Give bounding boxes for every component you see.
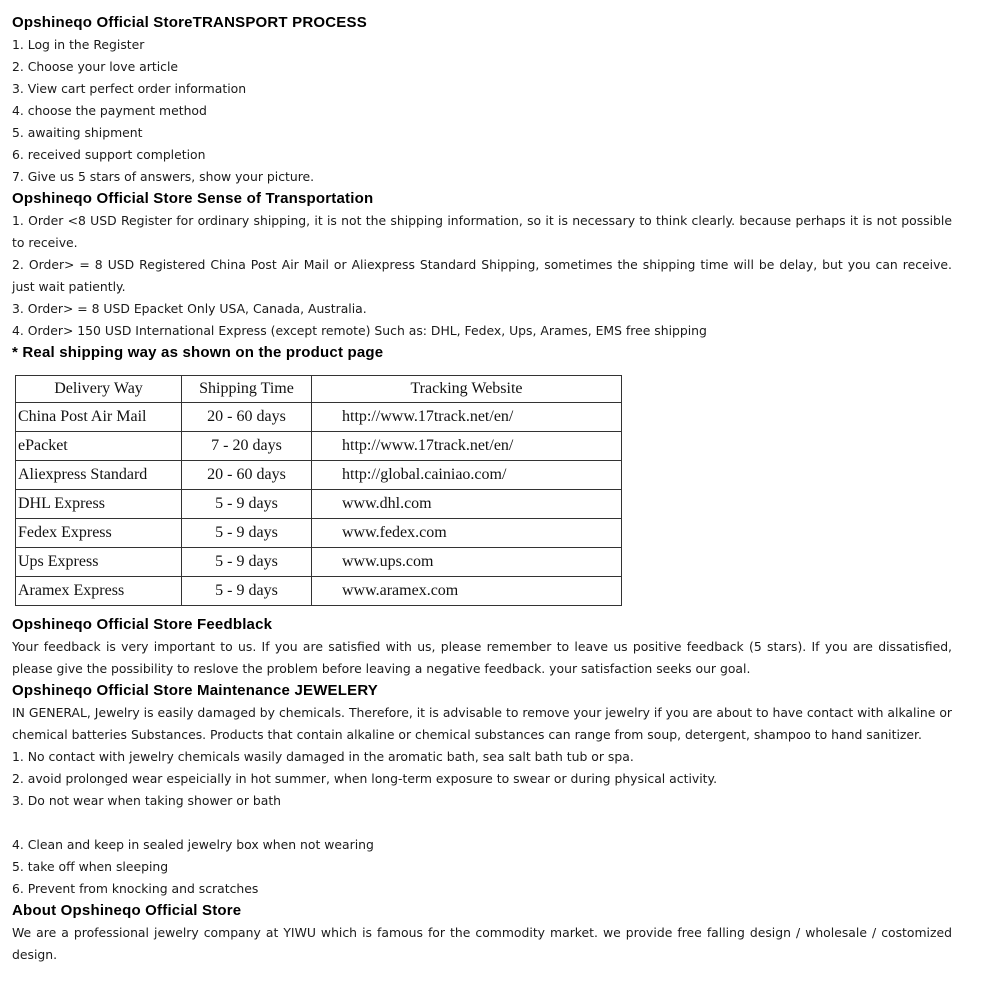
tracking-website-cell: www.dhl.com [312,490,622,519]
shipping-time-cell: 5 - 9 days [182,577,312,606]
list-item: 3. Order> = 8 USD Epacket Only USA, Canada, Australia. [12,301,367,316]
list-item: 4. choose the payment method [12,103,207,118]
shipping-table [15,375,622,606]
list-item: 5. take off when sleeping [12,859,169,874]
list-item: 2. Choose your love article [12,59,179,74]
list-item: 2. Order> = 8 USD Registered China Post Air Mail or Aliexpress Standard Shipping, sometimes the shipping time will be delay, but you can receive. just wait patiently. [12,257,952,294]
transport-process-list [12,34,952,188]
tracking-website-cell: www.aramex.com [312,577,622,606]
maintenance-intro: IN GENERAL, Jewelry is easily damaged by chemicals. Therefore, it is advisable to remove your jewelry if you are about to have contact with alkaline or chemical batteries Substances. Products that contain alkaline or chemical substances can range from soup, detergent, shampoo to hand sanitizer. [12,705,952,742]
tracking-website-cell: http://www.17track.net/en/ [312,432,622,461]
delivery-way-cell: China Post Air Mail [16,403,182,432]
list-item: 2. avoid prolonged wear espeicially in hot summer, when long-term exposure to swear or during physical activity. [12,771,718,786]
list-item: 1. Order <8 USD Register for ordinary shipping, it is not the shipping information, so it is necessary to think clearly. because perhaps it is not possible to receive. [12,213,952,250]
shipping-time-cell: 20 - 60 days [182,461,312,490]
shipping-time-cell: 5 - 9 days [182,519,312,548]
list-item: 1. Log in the Register [12,37,145,52]
blank-line [12,812,952,834]
shipping-time-cell: 5 - 9 days [182,490,312,519]
tracking-website-cell: http://global.cainiao.com/ [312,461,622,490]
tracking-website-cell: www.ups.com [312,548,622,577]
table-row [16,577,622,606]
table-header-row [16,376,622,403]
table-row [16,461,622,490]
table-row [16,403,622,432]
list-item: 6. received support completion [12,147,206,162]
table-row [16,548,622,577]
delivery-way-cell: DHL Express [16,490,182,519]
transportation-heading: Opshineqo Official Store Sense of Transportation [12,190,374,207]
list-item: 3. View cart perfect order information [12,81,247,96]
list-item: 3. Do not wear when taking shower or bath [12,793,282,808]
table-row [16,519,622,548]
table-row [16,490,622,519]
transportation-list [12,210,952,342]
about-text: We are a professional jewelry company at YIWU which is famous for the commodity market. we provide free falling design / wholesale / costomized design. [12,925,952,962]
feedback-heading: Opshineqo Official Store Feedblack [12,616,273,633]
list-item: 1. No contact with jewelry chemicals wasily damaged in the aromatic bath, sea salt bath tub or spa. [12,749,634,764]
delivery-way-cell: Fedex Express [16,519,182,548]
shipping-note: * Real shipping way as shown on the product page [12,344,384,361]
tracking-website-cell: www.fedex.com [312,519,622,548]
column-header: Tracking Website [312,376,622,403]
transport-process-heading: Opshineqo Official StoreTRANSPORT PROCESS [12,14,367,31]
shipping-time-cell: 5 - 9 days [182,548,312,577]
list-item: 7. Give us 5 stars of answers, show your picture. [12,169,315,184]
column-header: Shipping Time [182,376,312,403]
delivery-way-cell: Ups Express [16,548,182,577]
list-item: 4. Clean and keep in sealed jewelry box when not wearing [12,837,374,852]
shipping-time-cell: 20 - 60 days [182,403,312,432]
feedback-text: Your feedback is very important to us. If you are satisfied with us, please remember to leave us positive feedback (5 stars). If you are dissatisfied, please give the possibility to reslove the problem before leaving a negative feedback. your satisfaction seeks our goal. [12,639,952,676]
list-item: 5. awaiting shipment [12,125,143,140]
table-row [16,432,622,461]
tracking-website-cell: http://www.17track.net/en/ [312,403,622,432]
shipping-time-cell: 7 - 20 days [182,432,312,461]
list-item: 4. Order> 150 USD International Express (except remote) Such as: DHL, Fedex, Ups, Arames, EMS free shipping [12,323,707,338]
delivery-way-cell: ePacket [16,432,182,461]
delivery-way-cell: Aliexpress Standard [16,461,182,490]
about-heading: About Opshineqo Official Store [12,902,242,919]
store-info-page [12,12,952,966]
list-item: 6. Prevent from knocking and scratches [12,881,259,896]
maintenance-heading: Opshineqo Official Store Maintenance JEWELERY [12,682,379,699]
column-header: Delivery Way [16,376,182,403]
maintenance-list [12,746,952,900]
delivery-way-cell: Aramex Express [16,577,182,606]
